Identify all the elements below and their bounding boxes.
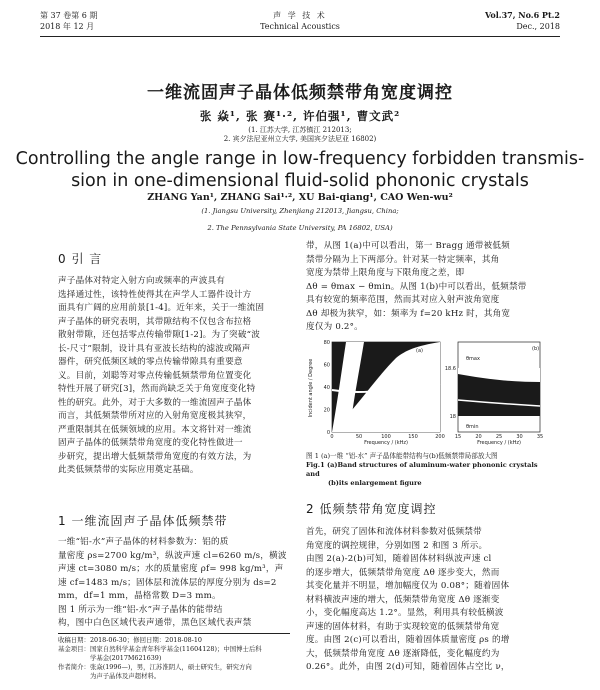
panel-a-label: (a)	[416, 348, 423, 354]
text-line: 一维“铝-水”声子晶体的材料参数为：铝的质	[58, 537, 229, 547]
text-line: 面具有广阔的应用前景[1-4]。近年来，关于一维流固	[58, 303, 265, 313]
footnote-rule	[58, 633, 290, 634]
section-2-paragraph	[306, 526, 546, 675]
section-0-heading: 0 引 言	[58, 252, 103, 266]
panel-a-xtick: 50	[355, 434, 363, 440]
header-issue: Vol.37, No.6 Pt.2 Dec., 2018	[484, 10, 560, 31]
affiliation-chinese-1: (1. 江苏大学, 江苏镇江 212013;	[248, 126, 352, 134]
text-line: 长-尺寸”限制，设计具有亚波长结构的滤波或隔声	[58, 343, 251, 354]
footnote-line: 收稿日期：2018-06-30；修回日期：2018-08-10	[58, 636, 202, 644]
panel-b-xlabel: Frequency / (kHz)	[477, 440, 521, 446]
text-line: 声速的固体材料，有助于实现较宽的低频禁带角宽	[306, 621, 500, 632]
text-line: 步研究，提出增大低频禁带角宽度的有效方法，为	[58, 451, 252, 462]
header-rule	[40, 36, 560, 37]
text-line: 0.26°。此外，由图 2(d)可知，随着固体占空比 ν，	[306, 662, 510, 672]
callout-theta-max: θmax	[466, 356, 480, 362]
footnote-line: 基金项目：国家自然科学基金青年科学基金(11604128)；中国博士后科	[58, 645, 262, 653]
authors-english: ZHANG Yan¹, ZHANG Sai¹·², XU Bai-qiang¹, CAO Wen-wu²	[147, 192, 453, 203]
text-line: 度。由图 2(c)可以看出，随着固体质量密度 ρs 的增	[306, 635, 510, 645]
callout-theta-min: θmin	[466, 424, 479, 430]
text-line: 固声子晶体的低频禁带角宽度的变化特性做进一	[58, 438, 243, 448]
text-line: 带，从图 1(a)中可以看出，第一 Bragg 通带被低频	[306, 241, 510, 251]
text-line: 角宽度的调控规律，分别如图 2 和图 3 所示。	[306, 540, 488, 551]
section-1-paragraph	[58, 536, 290, 631]
panel-b-xtick: 30	[516, 434, 523, 440]
footnotes	[58, 636, 290, 681]
text-line: mm，df=1 mm，晶格常数 D=3 mm。	[58, 591, 221, 601]
intro-paragraph	[58, 275, 290, 478]
text-line: 严重限制其在低频领域的应用。本文将针对一维流	[58, 424, 252, 435]
text-line: 的逐步增大，低频禁带角宽度 Δθ 逐步变大，然而	[306, 567, 500, 578]
panel-a-xtick: 200	[435, 434, 445, 440]
figure-1-band-structure	[306, 338, 546, 448]
panel-b-ytick: 18.6	[444, 366, 456, 372]
panel-a-ytick: 60	[323, 362, 330, 369]
text-line: 义。目前，刘聪等对零点传输低频禁带角位置变化	[58, 370, 252, 381]
text-line: 散射带隙，还包括零点传输带隙[1-2]。为了突破“波	[58, 330, 261, 340]
text-line: 构，图中白色区域代表声通带，黑色区域代表声禁	[58, 618, 252, 628]
panel-a-ytick: 0	[326, 430, 330, 436]
text-line: 速 cf=1483 m/s；固体层和流体层的厚度分别为 ds=2	[58, 577, 277, 588]
text-line: 小，变化幅度高达 1.2°。显然，利用具有较低横波	[306, 608, 504, 618]
text-line: 声速 ct=3080 m/s；水的质量密度 ρf= 998 kg/m³，声	[58, 564, 284, 574]
text-line: 此类低频禁带的实际应用奠定基础。	[58, 465, 199, 475]
text-line: 材料横波声速的增大，低频禁带角宽度 Δθ 逐渐变	[306, 594, 500, 605]
section-2-heading: 2 低频禁带角宽度调控	[306, 502, 437, 516]
panel-b-xtick: 15	[454, 434, 462, 440]
section-1-heading: 1 一维流固声子晶体低频禁带	[58, 514, 228, 528]
text-line: 由图 2(a)-2(b)可知，随着固体材料纵波声速 cl	[306, 554, 492, 564]
footnote-line: 为声子晶体及声超材料。	[58, 672, 161, 680]
affiliation-english-2: 2. The Pennsylvania State University, PA 16802, USA)	[207, 224, 393, 232]
authors-chinese: 张 焱¹, 张 赛¹·², 许伯强¹, 曹文武²	[199, 109, 401, 123]
text-line: 量密度 ρs=2700 kg/m³，纵波声速 cl=6260 m/s，横波	[58, 550, 287, 561]
right-paragraph-1	[306, 240, 546, 335]
panel-b-xtick: 25	[495, 434, 503, 440]
panel-b-xtick: 35	[536, 434, 544, 440]
header-journal: 声 学 技 术 Technical Acoustics	[260, 11, 340, 31]
text-line: 度仅为 0.2°。	[306, 322, 363, 332]
text-line: 声子晶体对特定入射方向或频率的声波具有	[58, 276, 226, 286]
panel-a-xlabel: Frequency / (kHz)	[364, 440, 408, 446]
text-line: 其变化量并不明显，增加幅度仅为 0.08°；随着固体	[306, 581, 510, 591]
text-line: 具有较宽的频率范围，然而其对应入射声波角宽度	[306, 295, 500, 305]
text-line: 宽度为禁带上限角度与下限角度之差，即	[306, 268, 465, 278]
panel-a-ytick: 80	[323, 340, 330, 346]
text-line: 首先，研究了固体和流体材料参数对低频禁带	[306, 527, 482, 537]
affiliation-english-1: (1. Jiangsu University, Zhenjiang 212013, Jiangsu, China;	[201, 207, 399, 215]
panel-b-label: (b)	[532, 346, 540, 352]
text-line: 特性开展了研究[3]，然而尚缺乏关于角宽度变化特	[58, 384, 256, 394]
title-english: Controlling the angle range in low-frequency forbidden transmis- sion in one-dimensional fluid-solid phononic crystals	[15, 149, 585, 191]
footnote-line: 学基金(2017M621639)	[58, 654, 162, 662]
text-line: Δθ 却极为狭窄，如：频率为 f=20 kHz 时，其角宽	[306, 308, 511, 319]
text-line: 图 1 所示为一维“铝-水”声子晶体的能带结	[58, 604, 223, 615]
panel-a-xtick: 0	[330, 434, 334, 440]
text-line: 声子晶体的研究表明，其带隙结构不仅包含布拉格	[58, 316, 252, 327]
panel-a-ytick: 40	[323, 385, 330, 391]
text-line: 性的研究。此外，对于大多数的一维流固声子晶体	[58, 397, 252, 408]
figure-1-caption: 图 1 (a)一维 “铝-水” 声子晶体能带结构与(b)低频禁带局部放大图 Fig.1 (a)Band structures of aluminum-water phononic crystals and (b)its enlargement figure	[306, 452, 538, 487]
panel-a-xtick: 150	[408, 434, 418, 440]
panel-a-ylabel: Incident angle / Degree	[308, 358, 314, 418]
title-chinese: 一维流固声子晶体低频禁带角宽度调控	[147, 83, 453, 103]
panel-a-xtick: 100	[381, 434, 391, 440]
text-line: 器件，研究低频区域的零点传输带隙具有重要意	[58, 357, 243, 367]
text-line: 选择通过性，该特性使得其在声学人工器件设计方	[58, 289, 252, 300]
header-volume: 第 37 卷第 6 期 2018 年 12 月	[40, 11, 98, 31]
panel-b-ytick: 18	[449, 414, 456, 420]
text-line: 禁带分隔为上下两部分。针对某一特定频率，其角	[306, 254, 500, 265]
affiliation-chinese-2: 2. 宾夕法尼亚州立大学, 美国宾夕法尼亚 16802)	[223, 135, 377, 143]
text-line: Δθ = θmax − θmin。从图 1(b)中可以看出，低频禁带	[306, 281, 527, 292]
text-line: 大，低频禁带角宽度 Δθ 逐渐降低，变化幅度约为	[306, 648, 500, 659]
text-line: 而言，其低频禁带所对应的入射角宽度极其狭窄，	[58, 411, 252, 421]
footnote-line: 作者简介：张焱(1996—)，男，江苏淮阴人，硕士研究生，研究方向	[58, 663, 252, 671]
panel-a-ytick: 20	[323, 407, 330, 414]
panel-b-xtick: 20	[475, 434, 482, 440]
